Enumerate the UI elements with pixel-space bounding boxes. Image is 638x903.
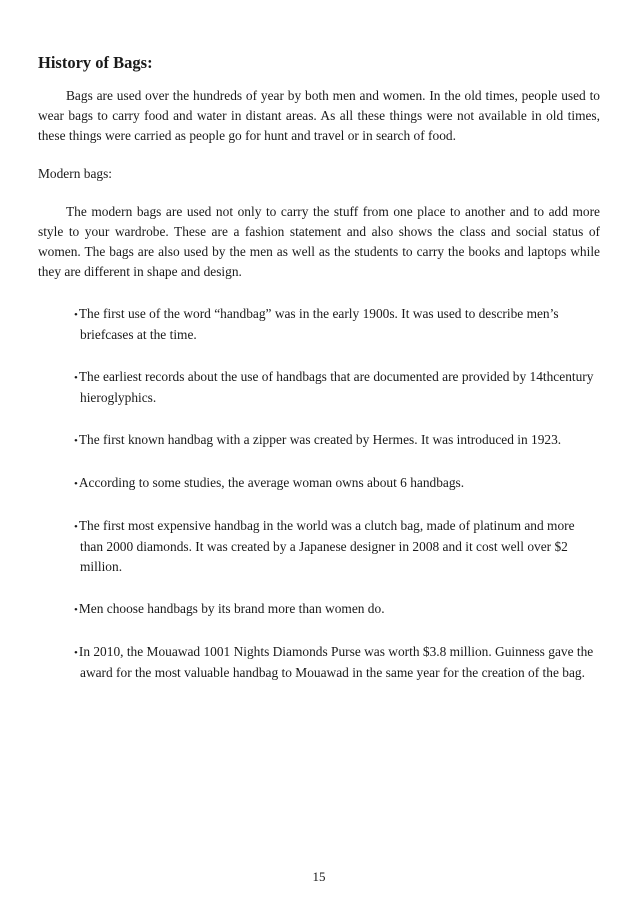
list-item xyxy=(74,367,600,408)
list-item xyxy=(74,516,600,577)
bullet-icon: • xyxy=(74,372,78,384)
facts-list xyxy=(38,304,600,683)
modern-bags-subheading: Modern bags: xyxy=(38,166,113,181)
page-number: 15 xyxy=(312,869,326,884)
list-item xyxy=(74,304,600,345)
list-item xyxy=(74,430,600,451)
intro-paragraph: Bags are used over the hundreds of year by both men and women. In the old times, people used to wear bags to carry food and water in distant areas. As all these things were not available in old times, these things were carried as people go for hunt and travel or in search of food. xyxy=(38,88,600,143)
list-item-text: The earliest records about the use of handbags that are documented are provided by 14thcentury hieroglyphics. xyxy=(78,369,594,405)
list-item xyxy=(74,599,600,620)
bullet-icon: • xyxy=(74,309,78,321)
list-item-text: The first use of the word “handbag” was in the early 1900s. It was used to describe men’s briefcases at the time. xyxy=(78,306,559,342)
list-item xyxy=(74,642,600,683)
bullet-icon: • xyxy=(74,435,78,447)
section-heading: History of Bags: xyxy=(38,53,153,72)
bullet-icon: • xyxy=(74,604,78,616)
list-item-text: According to some studies, the average woman owns about 6 handbags. xyxy=(78,475,465,490)
list-item-text: The first known handbag with a zipper was created by Hermes. It was introduced in 1923. xyxy=(78,432,562,447)
list-item xyxy=(74,473,600,494)
bullet-icon: • xyxy=(74,521,78,533)
bullet-icon: • xyxy=(74,478,78,490)
document-page xyxy=(38,52,600,705)
modern-bags-paragraph: The modern bags are used not only to carry the stuff from one place to another and to add more style to your wardrobe. These are a fashion statement and also shows the class and social status of women. The bags are also used by the men as well as the students to carry the books and laptops while they are different in shape and design. xyxy=(38,204,600,279)
list-item-text: Men choose handbags by its brand more than women do. xyxy=(78,601,385,616)
list-item-text: The first most expensive handbag in the world was a clutch bag, made of platinum and more than 2000 diamonds. It was created by a Japanese designer in 2008 and it cost well over $2 million. xyxy=(78,518,575,574)
bullet-icon: • xyxy=(74,647,78,659)
list-item-text: In 2010, the Mouawad 1001 Nights Diamonds Purse was worth $3.8 million. Guinness gave the award for the most valuable handbag to Mouawad in the same year for the creation of the bag. xyxy=(78,644,594,680)
